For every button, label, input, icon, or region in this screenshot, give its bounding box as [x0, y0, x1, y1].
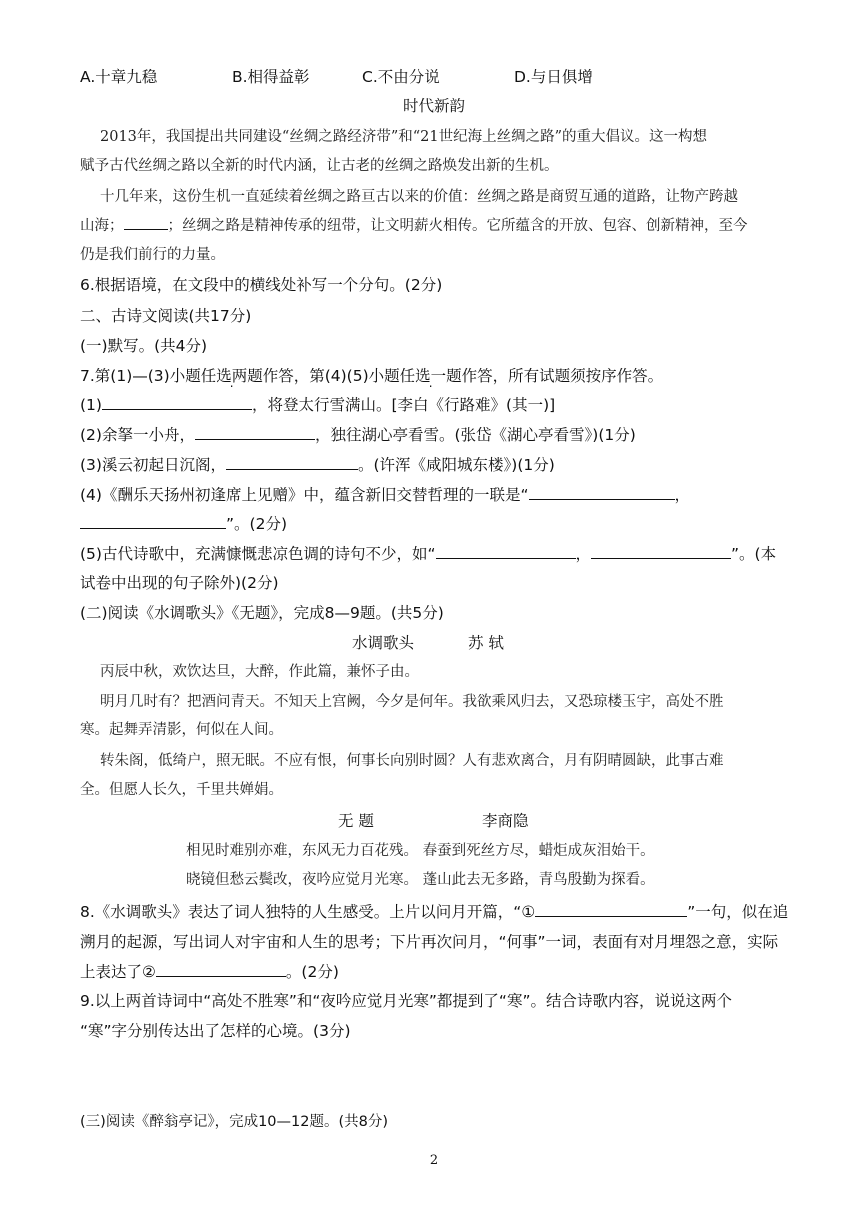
text: 。(2分) — [285, 963, 339, 981]
poem-1-line: 明月几时有？把酒问青天。不知天上宫阙，今夕是何年。我欲乘风归去，又恐琼楼玉宇，高处不胜 — [100, 694, 724, 710]
text: ”。(本 — [731, 545, 777, 563]
subsection-3-heading: (三)阅读《醉翁亭记》，完成10—12题。(共8分) — [80, 1114, 389, 1130]
answer-blank[interactable] — [535, 902, 687, 917]
text: ， — [575, 545, 592, 563]
text: 。(许浑《咸阳城东楼》)(1分) — [357, 456, 555, 474]
text: ，将登太行雪满山。[李白《行路难》(其一)] — [251, 396, 556, 414]
poem-2-line: 晓镜但愁云鬓改，夜吟应觉月光寒。 蓬山此去无多路，青鸟殷勤为探看。 — [186, 872, 655, 888]
poem-1-line: 转朱阁，低绮户，照无眠。不应有恨，何事长向别时圆？人有悲欢离合，月有阴晴圆缺，此事古难 — [100, 753, 724, 769]
text: (1) — [80, 396, 102, 414]
page-number: 2 — [429, 1153, 439, 1168]
text: ， — [674, 486, 691, 504]
subsection-2-heading: (二)阅读《水调歌头》《无题》，完成8—9题。(共5分) — [80, 604, 444, 622]
poem-2-author: 李商隐 — [482, 812, 529, 830]
poem-1-author: 苏 轼 — [468, 634, 504, 652]
question-8-line3 — [80, 961, 788, 983]
text: 作答，第(4)(5)小题 — [262, 367, 400, 385]
text: 7.第(1)—(3)小题 — [80, 367, 201, 385]
question-7-item-2 — [80, 424, 788, 446]
emphasis-text: 任选两题 — [200, 367, 263, 385]
text: 作答，所有试题须按序作答。 — [461, 367, 664, 385]
passage-text: 山海； — [80, 218, 124, 234]
option-d: D.与日俱增 — [514, 68, 593, 86]
option-b: B.相得益彰 — [232, 68, 310, 86]
option-a: A.十章九稳 — [80, 68, 158, 86]
answer-blank[interactable] — [195, 425, 315, 440]
question-7-item-3 — [80, 454, 788, 476]
text: 上表达了② — [80, 963, 156, 981]
question-7-item-1 — [80, 394, 788, 416]
passage-p1-line2: 赋予古代丝绸之路以全新的时代内涵，让古老的丝绸之路焕发出新的生机。 — [80, 158, 559, 174]
text: 8.《水调歌头》表达了词人独特的人生感受。上片以问月开篇，“① — [80, 903, 536, 921]
answer-blank[interactable] — [102, 395, 252, 410]
text: (3)溪云初起日沉阁， — [80, 456, 226, 474]
answer-blank[interactable] — [436, 544, 576, 559]
emphasis-text: 任选一题 — [399, 367, 462, 385]
question-9-line2: “寒”字分别传达出了怎样的心境。(3分) — [80, 1022, 351, 1040]
poem-1-line: 全。但愿人长久，千里共婵娟。 — [80, 782, 283, 798]
question-7-item-4-cont — [80, 513, 788, 535]
poem-2-line: 相见时难别亦难，东风无力百花残。 春蚕到死丝方尽，蜡炬成灰泪始干。 — [186, 843, 655, 859]
question-6: 6.根据语境，在文段中的横线处补写一个分句。(2分) — [80, 276, 443, 294]
question-9-line1: 9.以上两首诗词中“高处不胜寒”和“夜吟应觉月光寒”都提到了“寒”。结合诗歌内容，说说这两个 — [80, 992, 732, 1010]
answer-blank[interactable] — [529, 485, 675, 500]
subsection-1-heading: (一)默写。(共4分) — [80, 337, 208, 355]
poem-1-line: 寒。起舞弄清影，何似在人间。 — [80, 722, 283, 738]
poem-2-title: 无 题 — [338, 812, 374, 830]
passage-title: 时代新韵 — [402, 97, 465, 115]
text: ”。(2分) — [226, 515, 287, 533]
passage-p2-line2 — [80, 215, 788, 237]
text: (4)《酬乐天扬州初逢席上见赠》中，蕴含新旧交替哲理的一联是“ — [80, 486, 529, 504]
passage-text: ；丝绸之路是精神传承的纽带，让文明薪火相传。它所蕴含的开放、包容、创新精神，至今 — [167, 218, 748, 234]
question-7-item-5 — [80, 543, 788, 565]
passage-p2-line3: 仍是我们前行的力量。 — [80, 247, 225, 263]
question-7-intro — [80, 365, 788, 387]
option-c: C.不由分说 — [362, 68, 440, 86]
answer-blank[interactable] — [124, 215, 168, 230]
text: (5)古代诗歌中，充满慷慨悲凉色调的诗句不少，如“ — [80, 545, 436, 563]
question-7-item-5-cont: 试卷中出现的句子除外)(2分) — [80, 574, 279, 592]
passage-p2-line1: 十几年来，这份生机一直延续着丝绸之路亘古以来的价值：丝绸之路是商贸互通的道路，让物产跨越 — [100, 189, 738, 205]
passage-p1-line1: 2013年，我国提出共同建设“丝绸之路经济带”和“21世纪海上丝绸之路”的重大倡议。这一构想 — [100, 129, 708, 145]
question-8-line1 — [80, 901, 788, 923]
section-2-heading: 二、古诗文阅读(共17分) — [80, 307, 252, 325]
text: (2)余拏一小舟， — [80, 426, 195, 444]
text: ，独往湖心亭看雪。(张岱《湖心亭看雪》)(1分) — [314, 426, 636, 444]
poem-1-preface: 丙辰中秋，欢饮达旦，大醉，作此篇，兼怀子由。 — [100, 664, 419, 680]
answer-blank[interactable] — [80, 514, 226, 529]
question-7-item-4 — [80, 484, 788, 506]
answer-blank[interactable] — [591, 544, 731, 559]
poem-1-title: 水调歌头 — [352, 634, 415, 652]
answer-blank[interactable] — [156, 962, 286, 977]
text: ”一句，似在追 — [687, 903, 789, 921]
question-8-line2: 溯月的起源，写出词人对宇宙和人生的思考；下片再次问月，“何事”一词，表面有对月埋怨之意，实际 — [80, 933, 779, 951]
answer-blank[interactable] — [226, 455, 358, 470]
